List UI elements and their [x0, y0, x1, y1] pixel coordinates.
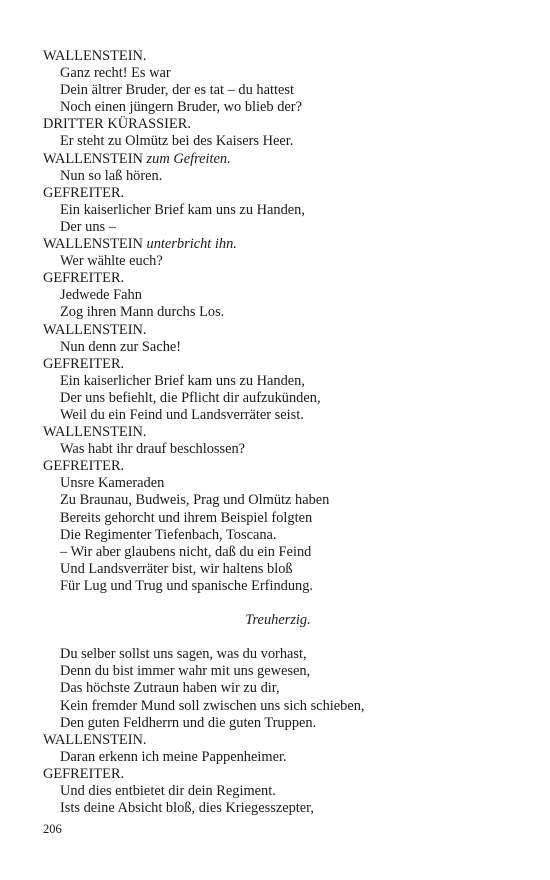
verse-line: Noch einen jüngern Bruder, wo blieb der?	[60, 99, 302, 116]
verse-line: Ein kaiserlicher Brief kam uns zu Handen,	[60, 201, 305, 218]
verse-line: Und dies entbietet dir dein Regiment.	[60, 783, 276, 800]
speaker-label: GEFREITER.	[43, 184, 125, 201]
verse-line: Der uns –	[60, 218, 116, 235]
speaker-name	[43, 766, 513, 783]
stage-direction: unterbricht ihn.	[146, 236, 237, 253]
speaker-name	[43, 270, 513, 287]
verse-line: Er steht zu Olmütz bei des Kaisers Heer.	[60, 133, 294, 150]
speaker-label: WALLENSTEIN.	[43, 731, 147, 748]
verse-line: Nun denn zur Sache!	[60, 338, 182, 355]
verse-line: Wer wählte euch?	[60, 253, 163, 270]
speaker-label: DRITTER KÜRASSIER.	[43, 116, 191, 133]
speaker-name	[43, 48, 513, 65]
speaker-name	[43, 116, 513, 133]
verse-line: – Wir aber glaubens nicht, daß du ein Feind	[60, 543, 312, 560]
speaker-name	[43, 356, 513, 373]
speaker-label: WALLENSTEIN.	[43, 424, 147, 441]
speaker-label: WALLENSTEIN	[43, 236, 143, 253]
blank-line	[43, 629, 513, 646]
verse-line: Kein fremder Mund soll zwischen uns sich schieben,	[60, 697, 365, 714]
speaker-name	[43, 458, 513, 475]
speaker-label: GEFREITER.	[43, 458, 125, 475]
speaker-name	[43, 424, 513, 441]
verse-line: Zu Braunau, Budweis, Prag und Olmütz haben	[60, 492, 330, 509]
verse-line: Unsre Kameraden	[60, 475, 165, 492]
verse-line: Was habt ihr drauf beschlossen?	[60, 441, 246, 458]
verse-line: Für Lug und Trug und spanische Erfindung.	[60, 577, 314, 594]
stage-direction: zum Gefreiten.	[146, 150, 231, 167]
blank-line	[43, 595, 513, 612]
verse-line: Dein ältrer Bruder, der es tat – du hattest	[60, 82, 294, 99]
speaker-name	[43, 322, 513, 339]
verse-line: Nun so laß hören.	[60, 167, 163, 184]
verse-line: Der uns befiehlt, die Pflicht dir aufzukünden,	[60, 389, 321, 406]
verse-line: Daran erkenn ich meine Pappenheimer.	[60, 748, 287, 765]
speaker-name	[43, 732, 513, 749]
speaker-name	[43, 151, 513, 168]
speaker-label: GEFREITER.	[43, 355, 125, 372]
verse-line: Jedwede Fahn	[60, 287, 142, 304]
speaker-label: WALLENSTEIN.	[43, 321, 147, 338]
speaker-label: GEFREITER.	[43, 270, 125, 287]
verse-line: Die Regimenter Tiefenbach, Toscana.	[60, 526, 277, 543]
speaker-label: GEFREITER.	[43, 765, 125, 782]
text-block	[43, 48, 513, 817]
speaker-name	[43, 236, 513, 253]
verse-line: Zog ihren Mann durchs Los.	[60, 304, 225, 321]
speaker-name	[43, 185, 513, 202]
verse-line: Du selber sollst uns sagen, was du vorhast,	[60, 646, 307, 663]
verse-line: Das höchste Zutraun haben wir zu dir,	[60, 680, 280, 697]
verse-line: Den guten Feldherrn und die guten Truppen.	[60, 714, 317, 731]
stage-direction-centered: Treuherzig.	[245, 612, 311, 629]
page-number: 206	[43, 822, 62, 836]
verse-line: Bereits gehorcht und ihrem Beispiel folgten	[60, 509, 313, 526]
verse-line: Ganz recht! Es war	[60, 65, 171, 82]
verse-line: Denn du bist immer wahr mit uns gewesen,	[60, 663, 311, 680]
speaker-label: WALLENSTEIN	[43, 150, 143, 167]
verse-line: Ists deine Absicht bloß, dies Kriegesszepter,	[60, 800, 314, 817]
verse-line: Weil du ein Feind und Landsverräter seist.	[60, 406, 304, 423]
verse-line: Ein kaiserlicher Brief kam uns zu Handen,	[60, 372, 305, 389]
speaker-label: WALLENSTEIN.	[43, 48, 147, 64]
verse-line: Und Landsverräter bist, wir haltens bloß	[60, 560, 293, 577]
